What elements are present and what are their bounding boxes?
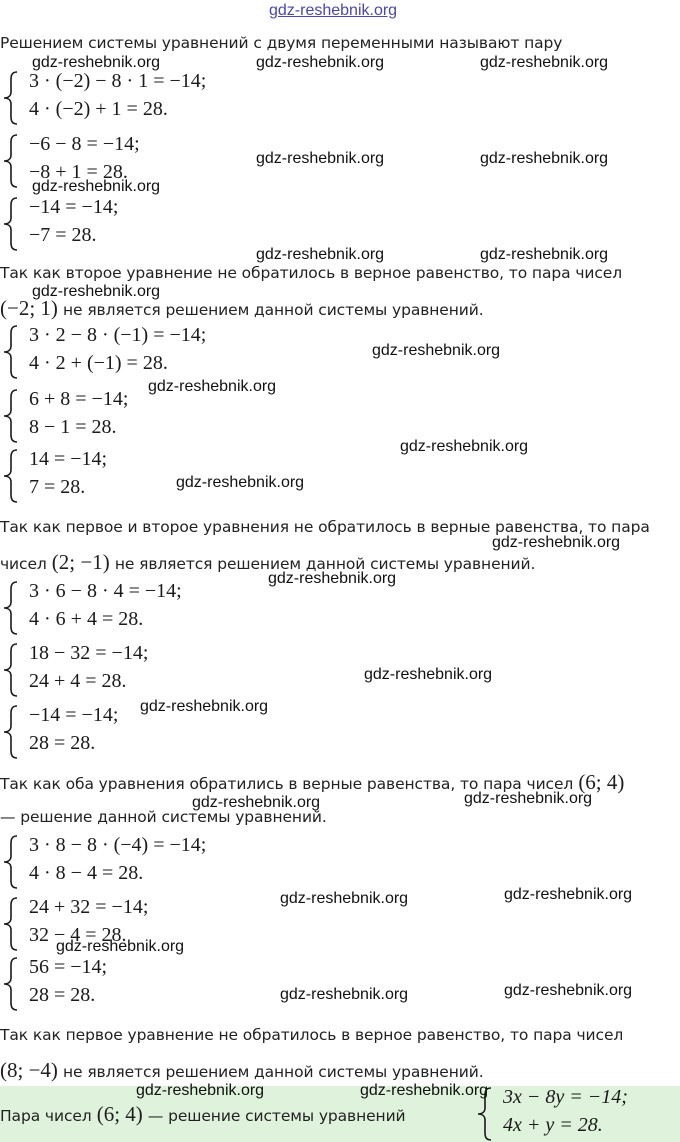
system-block4-3 [2,956,302,1012]
equation: 56 = −14; [29,956,108,978]
brace-icon [2,133,20,189]
watermark-text: gdz-reshebnik.org [148,378,277,395]
watermark-text: gdz-reshebnik.org [32,54,161,71]
watermark-text: gdz-reshebnik.org [504,886,633,903]
brace-icon [2,196,20,252]
answer-text: Пара чисел [0,1107,92,1125]
intro-text: Решением системы уравнений с двумя переменными называют пару [0,34,563,52]
brace-icon [2,580,20,636]
answer-line [0,1102,406,1127]
equation: −7 = 28. [29,224,97,246]
equation: 4 · (−2) + 1 = 28. [29,98,168,120]
equation: −6 − 8 = −14; [29,133,140,155]
watermark-text: gdz-reshebnik.org [492,534,621,551]
watermark-text: gdz-reshebnik.org [256,54,385,71]
equation: −14 = −14; [29,704,119,726]
watermark-text: gdz-reshebnik.org [480,246,609,263]
conclusion-text: — решение данной системы уравнений. [0,808,327,826]
watermark-text: gdz-reshebnik.org [56,938,185,955]
equation: 24 + 32 = −14; [29,896,149,918]
number-pair: (−2; 1) [0,296,58,320]
equation: 3 · 6 − 8 · 4 = −14; [29,580,182,602]
equation: 32 − 4 = 28. [29,924,127,946]
conclusion-text: Так как второе уравнение не обратилось в верное равенство, то пара чисел [0,264,623,282]
system-block2-2 [2,388,302,444]
number-pair: (6; 4) [96,1102,143,1126]
watermark-text: gdz-reshebnik.org [372,342,501,359]
conclusion-text: не является решением данной системы уравнений. [114,555,536,573]
number-pair: (6; 4) [578,770,625,794]
equation: 14 = −14; [29,448,108,470]
brace-icon [2,642,20,698]
brace-icon [2,704,20,760]
conclusion-line [0,1058,484,1083]
watermark-text: gdz-reshebnik.org [464,790,593,807]
equation: 7 = 28. [29,476,86,498]
brace-icon [2,896,20,952]
equation: 4 · 6 + 4 = 28. [29,608,144,630]
watermark-text: gdz-reshebnik.org [268,570,397,587]
equation: 4x + y = 28. [503,1114,603,1136]
watermark-text: gdz-reshebnik.org [364,666,493,683]
equation: 18 − 32 = −14; [29,642,149,664]
equation: −8 + 1 = 28. [29,161,128,183]
watermark-text: gdz-reshebnik.org [400,438,529,455]
answer-text: — решение системы уравнений [147,1107,406,1125]
watermark-text: gdz-reshebnik.org [504,982,633,999]
watermark-text: gdz-reshebnik.org [360,1082,489,1099]
watermark-text: gdz-reshebnik.org [136,1082,265,1099]
watermark-text: gdz-reshebnik.org [140,698,269,715]
watermark-text: gdz-reshebnik.org [176,474,305,491]
equation: 8 − 1 = 28. [29,416,117,438]
brace-icon [2,324,20,380]
answer-system [476,1086,680,1142]
brace-icon [2,448,20,504]
equation: 6 + 8 = −14; [29,388,129,410]
system-block2-1 [2,324,302,380]
equation: 4 · 8 − 4 = 28. [29,862,144,884]
equation: 28 = 28. [29,732,96,754]
system-block1-1 [2,70,302,126]
brace-icon [2,834,20,890]
equation: 24 + 4 = 28. [29,670,127,692]
conclusion-text: Так как оба уравнения обратились в верные равенства, то пара чисел [0,775,574,793]
watermark-text: gdz-reshebnik.org [32,178,161,195]
watermark-text: gdz-reshebnik.org [256,150,385,167]
conclusion-text: чисел [0,555,47,573]
system-block4-1 [2,834,302,890]
site-watermark-link[interactable]: gdz-reshebnik.org [269,2,398,19]
watermark-text: gdz-reshebnik.org [480,54,609,71]
brace-icon [2,388,20,444]
equation: 4 · 2 + (−1) = 28. [29,352,168,374]
equation: 3 · 2 − 8 · (−1) = −14; [29,324,207,346]
watermark-text: gdz-reshebnik.org [280,890,409,907]
number-pair: (8; −4) [0,1058,58,1082]
watermark-text: gdz-reshebnik.org [480,150,609,167]
system-block1-3 [2,196,302,252]
equation: 3 · 8 − 8 · (−4) = −14; [29,834,207,856]
system-block3-2 [2,642,302,698]
conclusion-text: не является решением данной системы уравнений. [63,301,484,319]
equation: 3 · (−2) − 8 · 1 = −14; [29,70,207,92]
conclusion-text: Так как первое уравнение не обратилось в верное равенство, то пара чисел [0,1026,624,1044]
equation: 3x − 8y = −14; [503,1086,628,1108]
equation: 28 = 28. [29,984,96,1006]
watermark-text: gdz-reshebnik.org [192,794,321,811]
conclusion-text: не является решением данной системы уравнений. [63,1063,484,1081]
number-pair: (2; −1) [51,550,110,574]
watermark-text: gdz-reshebnik.org [256,246,385,263]
brace-icon [2,956,20,1012]
conclusion-text: Так как первое и второе уравнения не обратилось в верные равенства, то пара [0,518,650,536]
equation: −14 = −14; [29,196,119,218]
brace-icon [2,70,20,126]
watermark-text: gdz-reshebnik.org [280,986,409,1003]
system-block3-1 [2,580,302,636]
watermark-text: gdz-reshebnik.org [32,283,161,300]
answer-box [0,1086,680,1142]
